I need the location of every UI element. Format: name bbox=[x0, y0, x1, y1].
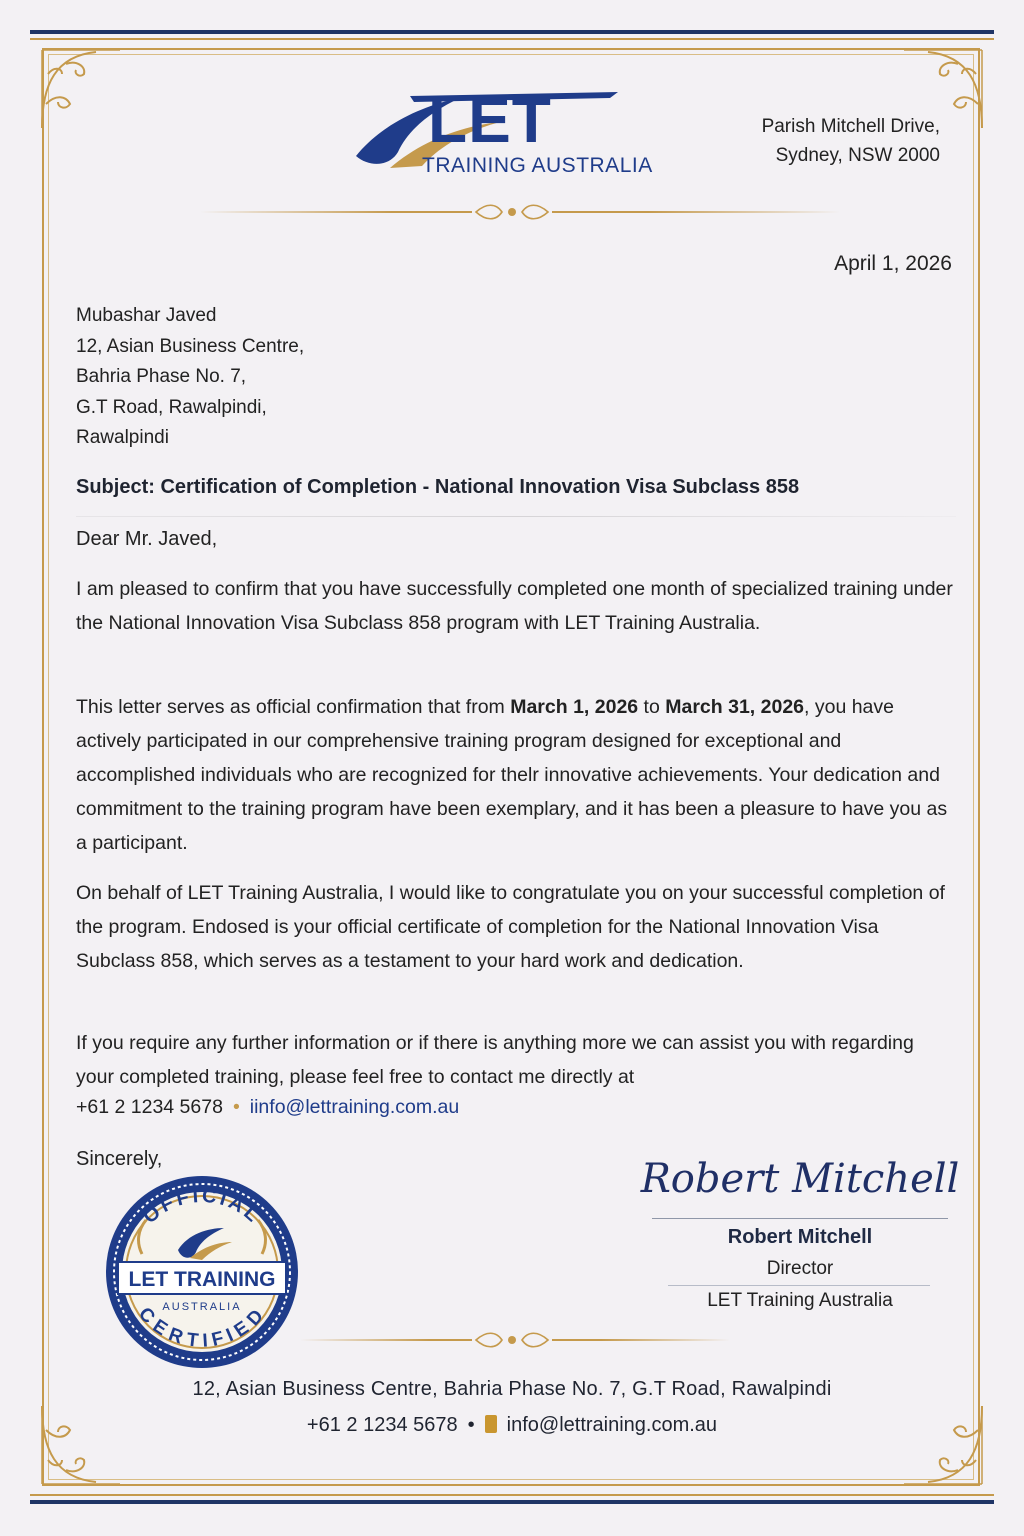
signatory-name: Robert Mitchell bbox=[727, 1226, 873, 1248]
body-text-run: , you have actively participated in our comprehensive training program designed for exceptional and accomplished individuals who are recognized for thelr innovative achievements. Your dedication and commitment to the training program have been exemplary, and it has been a pleasure to have you as a participant. bbox=[76, 696, 948, 854]
top-navy-band bbox=[30, 30, 994, 34]
recipient-address-line: 12, Asian Business Centre, bbox=[76, 335, 305, 357]
bottom-gold-band bbox=[30, 1494, 994, 1496]
divider-ornament-icon bbox=[472, 201, 552, 223]
recipient-address-block bbox=[76, 301, 304, 454]
body-text-run: This letter serves as official confirmation that from bbox=[76, 696, 511, 718]
official-seal-icon bbox=[92, 1172, 312, 1372]
footer-address: 12, Asian Business Centre, Bahria Phase No. 7, G.T Road, Rawalpindi bbox=[192, 1378, 832, 1400]
signatory-organization: LET Training Australia bbox=[707, 1290, 893, 1311]
phone-icon bbox=[485, 1415, 497, 1433]
contact-separator: • bbox=[232, 1096, 240, 1118]
footer-phone: +61 2 1234 5678 bbox=[306, 1414, 458, 1436]
subject-rule bbox=[76, 516, 956, 517]
seal-main-text: LET TRAINING bbox=[128, 1268, 276, 1291]
contact-email-link[interactable]: iinfo@lettraining.com.au bbox=[249, 1096, 460, 1118]
signatory-title: Director bbox=[766, 1258, 834, 1279]
salutation: Dear Mr. Javed, bbox=[76, 528, 218, 550]
body-paragraph-4: If you require any further information or if there is anything more we can assist you with regarding your completed training, please feel free to contact me directly at bbox=[76, 1032, 914, 1088]
svg-text:Robert Mitchell: Robert Mitchell bbox=[640, 1156, 960, 1202]
subject-line: Subject: Certification of Completion - National Innovation Visa Subclass 858 bbox=[76, 476, 800, 498]
footer-contact bbox=[0, 1414, 1024, 1437]
body-paragraph-2 bbox=[76, 690, 956, 860]
contact-phone: +61 2 1234 5678 bbox=[76, 1096, 223, 1118]
sender-address-line: Parish Mitchell Drive, bbox=[761, 116, 940, 137]
sender-address bbox=[700, 112, 940, 170]
signature-rule bbox=[652, 1218, 948, 1219]
body-paragraph-3: On behalf of LET Training Australia, I would like to congratulate you on your successful completion of the program. Endosed is your official certificate of completion for the National Innovation Visa Subclass 858, which serves as a testament to your hard work and dedication. bbox=[76, 882, 945, 972]
top-gold-band bbox=[30, 38, 994, 40]
sender-address-line: Sydney, NSW 2000 bbox=[775, 145, 940, 166]
seal-bottom-text: CERTIFIED bbox=[134, 1303, 270, 1352]
end-date: March 31, 2026 bbox=[665, 696, 805, 718]
footer-separator: • bbox=[467, 1414, 475, 1436]
start-date: March 1, 2026 bbox=[510, 696, 639, 718]
logo-subtitle: TRAINING AUSTRALIA bbox=[422, 154, 653, 177]
divider-ornament-icon bbox=[472, 1329, 552, 1351]
logo-wordmark: LET bbox=[428, 84, 552, 156]
letter-date: April 1, 2026 bbox=[834, 252, 952, 275]
recipient-address-line: Rawalpindi bbox=[76, 427, 169, 448]
closing: Sincerely, bbox=[76, 1148, 163, 1170]
corner-flourish-icon bbox=[36, 44, 126, 134]
footer-email-link[interactable]: info@lettraining.com.au bbox=[506, 1414, 718, 1436]
body-text-run: to bbox=[638, 696, 666, 718]
recipient-name: Mubashar Javed bbox=[76, 305, 217, 326]
seal-top-text: OFFICIAL bbox=[138, 1184, 266, 1229]
bottom-navy-band bbox=[30, 1500, 994, 1504]
seal-sub-text: AUSTRALIA bbox=[162, 1301, 242, 1313]
recipient-address-line: Bahria Phase No. 7, bbox=[76, 366, 247, 387]
handwritten-signature bbox=[640, 1140, 960, 1210]
body-paragraph-1: I am pleased to confirm that you have successfully completed one month of specialized training under the National Innovation Visa Subclass 858 program with LET Training Australia. bbox=[76, 578, 953, 634]
contact-line bbox=[76, 1096, 459, 1119]
signatory-rule bbox=[668, 1285, 930, 1286]
recipient-address-line: G.T Road, Rawalpindi, bbox=[76, 396, 267, 418]
